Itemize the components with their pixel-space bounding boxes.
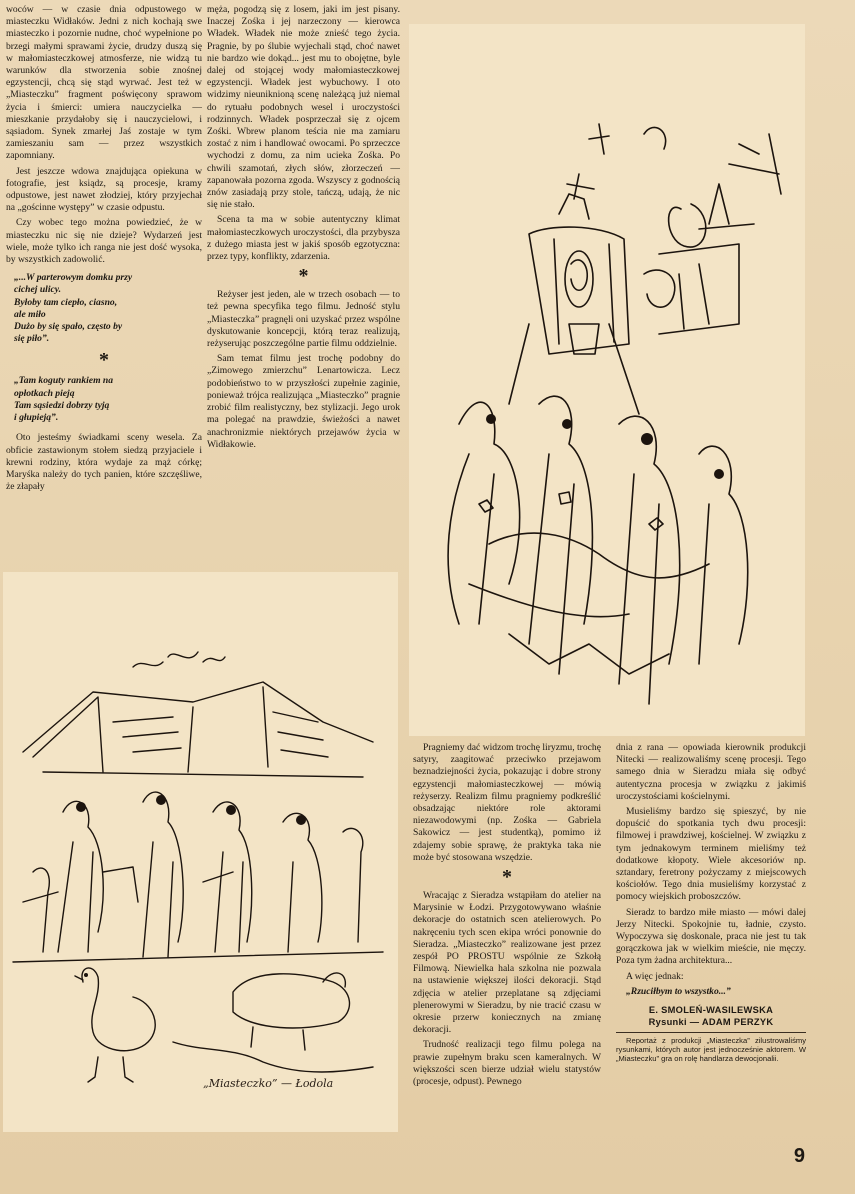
poem-quote-1: „...W parterowym domku przy cichej ulicy. Byłoby tam ciepło, ciasno, ale miło Dużo by się spało, często by się piło”. [14,272,133,345]
village-sketch-drawing [3,572,398,1132]
column-4 [616,742,806,1063]
col3-paragraph-2: Wracając z Sieradza wstąpiłam do atelier na Marysinie w Łodzi. Przygotowywano właśnie dekoracje do ostatnich scen atelierowych. Po nakręceniu tych scen ekipa wróci ponownie do Sieradza. „Miasteczko” realizowane jest przez zespół PO PROSTU wspólnie ze Szkołą Filmową. Niewielka hala szkolna nie pozwala na ustawienie większej ilości dekoracji. Stąd zdjęcia w atelier przeplatane są zdjęciami plenerowymi w Sieradzu, by nie tracić czasu w okresie przerw koniecznych na zmianę dekoracji. [413,890,601,1036]
col4-paragraph-2: Musieliśmy bardzo się spieszyć, by nie dopuścić do spotkania tych dwu procesji: filmowej i prawdziwej, kościelnej. W związku z tym jednakowym terminem mieliśmy też dodatkowe kłopoty. Wiele akcesoriów np. sztandary, feretrony pożyczamy z miejscowych kościołów. Tego dnia musieliśmy korzystać z pomocy wiejskich proboszczów. [616,806,806,903]
col3-paragraph-3: Trudność realizacji tego filmu polega na prawie zupełnym braku scen kameralnych. W większości scen bierze udział wielu statystów (procesje, odpust). Pewnego [413,1039,601,1088]
col3-paragraph-1: Pragniemy dać widzom trochę liryzmu, trochę satyry, zaagitować przeciwko przejawom beznadziejności życia, pokazując i dobre strony egzystencji małomiasteczkowej — mówią reżyserzy. Realizm filmu pragniemy podkreślić obsadzając niektóre role aktorami niezawodowymi (np. Zośka — Gabriela Sakowicz — jest studentką), pomimo iż zdajemy sobie sprawę, że praktyka taka nie może być stosowana wszędzie. [413,742,601,863]
poem-quote-2: „Tam koguty rankiem na opłotkach pieją Tam sąsiedzi dobrzy tyją i głupieją”. [14,375,114,424]
column-3 [413,742,601,1091]
section-divider-star: * [99,349,109,372]
page-number: 9 [793,1145,805,1167]
column-1 [6,4,202,496]
byline-block [616,1004,806,1028]
section-divider-star: * [298,265,309,288]
village-sketch-illustration [3,572,398,1132]
col1-paragraph-4: Oto jesteśmy świadkami sceny wesela. Za obficie zastawionym stołem siedzą przyjaciele i krewni rodziny, która wydaje za mąż córkę; Maryśka należy do tych panien, które szczęśliwe, że złapały [6,432,202,493]
col1-paragraph-1: woców — w czasie dnia odpustowego w miasteczku Widłaków. Jedni z nich kochają swe miasteczko i pozornie nudne, choć wypełnione po brzegi małymi sprawami życie, drudzy duszą się w małomiasteczkowej atmosferze, nie widzą tu warunków dla stworzenia sobie znośnej egzystencji, chcą się stąd wyrwać. Jest też w „Miasteczku” fragment poświęcony sprawom życia i śmierci: umiera nauczycielka — mieszkanie przydałoby się i nauczycielowi, i sąsiadom. Synek zmarłej Jaś zostaje w tym zamieszaniu sam — przez wszystkich zapomniany. [6,4,202,162]
divider-line [616,1032,806,1033]
closing-quote: „Rzuciłbym to wszystko...” [626,985,731,997]
col4-paragraph-3: Sieradz to bardzo miłe miasto — mówi dalej Jerzy Nitecki. Spokojnie tu, ładnie, czysto. Wypoczywa się doskonale, praca nie jest tu tak gorączkowa jak w wielkim mieście, nie męczy. Poza tym żadna architektura... [616,906,806,967]
col2-paragraph-4: Sam temat filmu jest trochę podobny do „Zimowego zmierzchu” Lenartowicza. Lecz podobieństwo to w przyszłości zupełnie zaginie, ponieważ trójca realizująca „Miasteczko” pragnie zrobić film realistyczny, bez stylizacji. Jego urok ma polegać na prawdzie, świeżości a nawet anachronizmie niektórych przejawów życia w Widłakowie. [207,353,400,450]
col4-paragraph-4: A więc jednak: [626,970,684,982]
column-2 [207,4,400,454]
col4-paragraph-1: dnia z rana — opowiada kierownik produkcji Nitecki — realizowaliśmy scenę procesji. Tego samego dnia w Sieradzu miała się odbyć autentyczna procesja w związku z jakimiś uroczystościami kościelnymi. [616,742,806,802]
procession-sketch-illustration [409,24,805,736]
col1-paragraph-3: Czy wobec tego można powiedzieć, że w miasteczku nic się nie dzieje? Wydarzeń jest wiele, może tylko ich ranga nie jest dość wysoka, by wszystkich zadowolić. [6,217,202,266]
footnote: Reportaż z produkcji „Miasteczka” zilustrowaliśmy rysunkami, których autor jest jednocześnie aktorem. W „Miasteczku” gra on rolę handlarza dewocjonalii. [616,1036,806,1064]
drawing-signature: „Miasteczko” — Łodola [203,1077,334,1090]
section-divider-star: * [502,866,512,889]
illustrations-credit: Rysunki — ADAM PERZYK [648,1017,774,1028]
procession-sketch-drawing [409,24,805,736]
author-byline: E. SMOLEŃ-WASILEWSKA [648,1005,774,1016]
col2-paragraph-3: Reżyser jest jeden, ale w trzech osobach — to też pewna specyfika tego filmu. Jedność stylu „Miasteczka” pragnęli oni uzyskać przez wspólne dyskutowanie koncepcji, którą teraz realizują, reżyserując poszczególne partie filmu oddzielnie. [207,289,400,350]
col2-paragraph-1: męża, pogodzą się z losem, jaki im jest pisany. Inaczej Zośka i jej narzeczony — kierowca Władek. Władek nie może znieść tego życia. Pragnie, by po ślubie wyjechali stąd, choć nawet nie bardzo wie dokąd... jest mu to obojętne, byle dalej od stojącej wody małomiasteczkowej egzystencji. Władek jest wybuchowy. I oto widzimy nieuniknioną scenę należącą już niemal do rytuału podobnych wesel i uroczystości rodzinnych. Władek posprzeczał się z ojcem Zośki. Wbrew planom teścia nie ma zamiaru zostać z nim i handlować owocami. Po sprzeczce wychodzi z domu, za nim ucieka Zośka. Po chwili szamotań, złych słów, złorzeczeń — zapanowała pozorna zgoda. Wszyscy z godnością znów zasiadają przy stole, tańczą, udają, że nic się nie stało. [207,4,400,211]
col1-paragraph-2: Jest jeszcze wdowa znajdująca opiekuna w fotografie, jest ksiądz, są procesje, kramy odpustowe, jest nawet złodziej, który przyjechał na „gościnne występy” w czasie odpustu. [6,165,202,214]
col2-paragraph-2: Scena ta ma w sobie autentyczny klimat małomiasteczkowych uroczystości, dla przybysza z dużego miasta jest w jakiś sposób egzotyczna: przez typy, konflikty, zdarzenia. [207,214,400,263]
